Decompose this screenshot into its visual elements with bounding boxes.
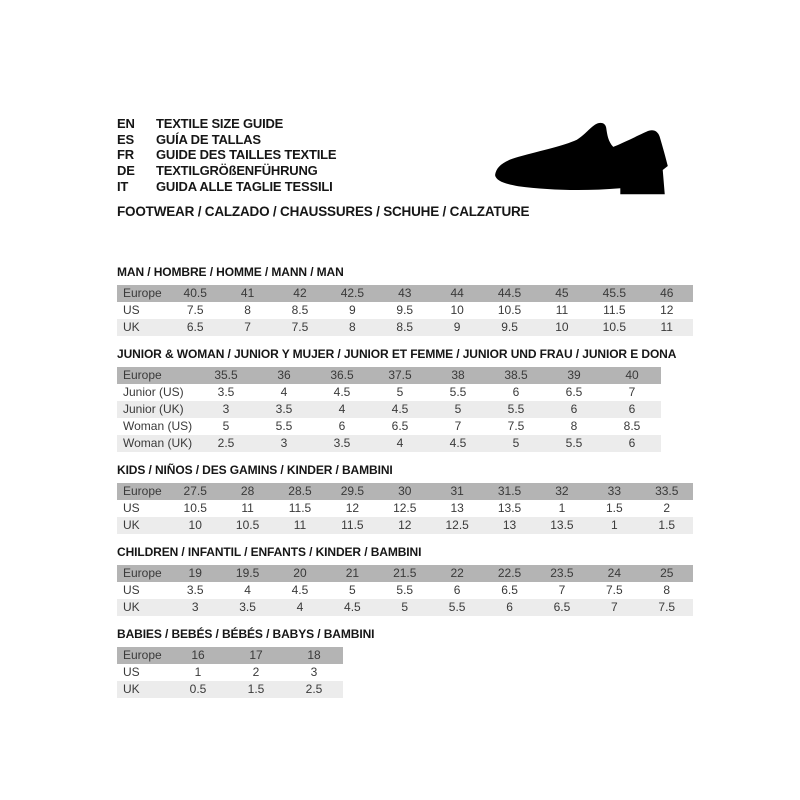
size-value: 8.5 xyxy=(396,320,414,335)
size-table xyxy=(117,565,693,616)
size-value: 5 xyxy=(222,419,230,434)
row-label: UK xyxy=(123,682,140,697)
table-row xyxy=(117,302,693,319)
size-value: 0.5 xyxy=(189,682,207,697)
language-label: TEXTILGRÖßENFÜHRUNG xyxy=(156,163,318,179)
size-value: 19.5 xyxy=(235,566,260,581)
header xyxy=(117,116,690,194)
size-value: 29.5 xyxy=(340,484,365,499)
size-value: 4 xyxy=(296,600,304,615)
row-label: Europe xyxy=(123,368,162,383)
size-value: 3 xyxy=(222,402,230,417)
row-label: US xyxy=(123,583,140,598)
section-title: MAN / HOMBRE / HOMME / MANN / MAN xyxy=(117,264,344,279)
size-value: 8 xyxy=(663,583,671,598)
size-table xyxy=(117,285,693,336)
size-section xyxy=(117,463,690,534)
size-value: 45 xyxy=(555,286,569,301)
section-title: CHILDREN / INFANTIL / ENFANTS / KINDER / BAMBINI xyxy=(117,544,422,559)
size-value: 11.5 xyxy=(341,518,364,533)
size-value: 5.5 xyxy=(396,583,414,598)
row-label: UK xyxy=(123,320,140,335)
size-value: 20 xyxy=(293,566,307,581)
row-label: US xyxy=(123,303,140,318)
size-value: 5 xyxy=(512,436,520,451)
size-value: 6.5 xyxy=(186,320,204,335)
row-label: Junior (US) xyxy=(123,385,184,400)
size-value: 9 xyxy=(349,303,356,318)
size-value: 2 xyxy=(252,665,260,680)
size-value: 22 xyxy=(450,566,464,581)
section-title: JUNIOR & WOMAN / JUNIOR Y MUJER / JUNIOR ET FEMME / JUNIOR UND FRAU / JUNIOR E DONA xyxy=(117,346,677,361)
size-value: 24 xyxy=(607,566,621,581)
size-value: 7 xyxy=(558,583,566,598)
language-label: TEXTILE SIZE GUIDE xyxy=(156,116,284,132)
size-value: 10 xyxy=(555,320,569,335)
table-row xyxy=(117,483,693,500)
size-value: 9 xyxy=(453,320,461,335)
size-value: 40 xyxy=(625,368,639,383)
size-value: 36 xyxy=(277,368,291,383)
size-table xyxy=(117,483,693,534)
size-value: 33 xyxy=(607,484,621,499)
size-value: 10 xyxy=(450,303,464,318)
size-value: 12 xyxy=(398,518,412,533)
size-value: 38.5 xyxy=(504,368,528,383)
row-label: UK xyxy=(123,518,140,533)
size-value: 31 xyxy=(450,484,464,499)
size-value: 16 xyxy=(191,648,205,663)
table-row xyxy=(117,435,661,452)
table-row xyxy=(117,401,661,418)
size-value: 6.5 xyxy=(565,385,583,400)
size-value: 2.5 xyxy=(217,436,235,451)
size-value: 6.5 xyxy=(553,600,571,615)
size-value: 3.5 xyxy=(239,600,256,615)
table-row xyxy=(117,367,661,384)
size-value: 25 xyxy=(660,566,674,581)
row-label: Junior (UK) xyxy=(123,402,184,417)
table-row xyxy=(117,285,693,302)
table-row xyxy=(117,582,693,599)
size-value: 7 xyxy=(628,385,636,400)
size-value: 1 xyxy=(610,518,618,533)
row-label: Europe xyxy=(123,566,162,581)
size-value: 42 xyxy=(293,286,307,301)
size-value: 6.5 xyxy=(501,583,518,598)
size-value: 21.5 xyxy=(393,566,417,581)
size-value: 44 xyxy=(450,286,464,301)
size-value: 36.5 xyxy=(330,368,354,383)
size-value: 7.5 xyxy=(291,320,309,335)
size-value: 4 xyxy=(244,583,251,598)
size-value: 5.5 xyxy=(507,402,525,417)
row-label: Europe xyxy=(123,286,162,301)
size-value: 9.5 xyxy=(501,320,518,335)
size-value: 45.5 xyxy=(602,286,626,301)
size-value: 17 xyxy=(249,648,263,663)
size-value: 10 xyxy=(188,518,202,533)
size-value: 12.5 xyxy=(445,518,469,533)
section-title: BABIES / BEBÉS / BÉBÉS / BABYS / BAMBINI xyxy=(117,626,375,641)
size-value: 2.5 xyxy=(305,682,323,697)
size-value: 4 xyxy=(396,436,404,451)
section-title: KIDS / NIÑOS / DES GAMINS / KINDER / BAMBINI xyxy=(117,462,393,477)
size-value: 6 xyxy=(453,583,461,598)
row-label: UK xyxy=(123,600,140,615)
size-value: 43 xyxy=(398,286,412,301)
language-label: GUIDA ALLE TAGLIE TESSILI xyxy=(156,178,333,194)
size-value: 11 xyxy=(555,303,569,318)
table-row xyxy=(117,565,693,582)
size-value: 35.5 xyxy=(214,368,238,383)
size-value: 42.5 xyxy=(340,286,365,301)
category-line: FOOTWEAR / CALZADO / CHAUSSURES / SCHUHE / CALZATURE xyxy=(117,203,530,219)
size-value: 1 xyxy=(558,501,566,516)
language-code: ES xyxy=(117,131,134,147)
size-value: 4 xyxy=(280,385,288,400)
size-value: 19 xyxy=(188,566,202,581)
size-value: 23.5 xyxy=(550,566,574,581)
size-value: 6 xyxy=(628,436,636,451)
size-value: 8 xyxy=(349,320,356,335)
size-value: 37.5 xyxy=(388,368,412,383)
size-value: 7 xyxy=(610,600,618,615)
size-value: 33.5 xyxy=(655,484,679,499)
size-value: 5 xyxy=(401,600,409,615)
size-value: 32 xyxy=(555,484,569,499)
size-value: 46 xyxy=(660,286,674,301)
size-section xyxy=(117,347,690,452)
size-value: 6 xyxy=(506,600,513,615)
size-value: 4.5 xyxy=(391,402,409,417)
size-value: 13.5 xyxy=(550,518,574,533)
size-value: 12 xyxy=(660,303,674,318)
language-code: FR xyxy=(117,147,134,163)
size-value: 6 xyxy=(512,385,520,400)
size-value: 12 xyxy=(345,501,360,516)
size-value: 3 xyxy=(191,600,199,615)
size-value: 3 xyxy=(280,436,288,451)
size-value: 3.5 xyxy=(217,385,235,400)
size-value: 10.5 xyxy=(235,518,260,533)
size-value: 1.5 xyxy=(247,682,265,697)
size-value: 7.5 xyxy=(186,303,204,318)
table-row xyxy=(117,647,343,664)
size-value: 10.5 xyxy=(602,320,626,335)
size-value: 4 xyxy=(338,402,346,417)
size-value: 38 xyxy=(451,368,465,383)
size-value: 6 xyxy=(570,402,578,417)
size-value: 44.5 xyxy=(497,286,522,301)
size-value: 28.5 xyxy=(288,484,312,499)
size-value: 9.5 xyxy=(396,303,414,318)
table-row xyxy=(117,319,693,336)
size-section xyxy=(117,265,690,336)
size-value: 11 xyxy=(660,320,673,335)
size-table xyxy=(117,367,661,452)
size-value: 4.5 xyxy=(344,600,361,615)
size-section xyxy=(117,545,690,616)
size-value: 6 xyxy=(628,402,636,417)
language-code: IT xyxy=(117,178,129,194)
size-value: 13 xyxy=(502,518,517,533)
size-value: 3.5 xyxy=(186,583,204,598)
table-row xyxy=(117,500,693,517)
size-value: 3.5 xyxy=(333,436,351,451)
size-value: 1.5 xyxy=(658,518,676,533)
language-code: DE xyxy=(117,163,135,179)
size-value: 8 xyxy=(244,303,251,318)
row-label: Woman (US) xyxy=(123,419,193,434)
size-value: 7.5 xyxy=(605,583,623,598)
language-label: GUÍA DE TALLAS xyxy=(156,131,261,147)
language-code: EN xyxy=(117,116,135,132)
table-row xyxy=(117,681,343,698)
size-value: 4.5 xyxy=(333,385,351,400)
size-value: 5.5 xyxy=(565,436,583,451)
table-row xyxy=(117,664,343,681)
row-label: US xyxy=(123,501,140,516)
row-label: Europe xyxy=(123,648,162,663)
size-value: 39 xyxy=(567,368,581,383)
size-value: 30 xyxy=(398,484,412,499)
size-value: 10.5 xyxy=(183,501,207,516)
size-value: 12.5 xyxy=(393,501,417,516)
size-value: 4.5 xyxy=(291,583,309,598)
size-value: 1.5 xyxy=(605,501,623,516)
size-value: 8 xyxy=(570,419,578,434)
size-value: 5.5 xyxy=(449,385,467,400)
size-value: 5.5 xyxy=(448,600,466,615)
size-table xyxy=(117,647,343,698)
size-value: 2 xyxy=(663,501,671,516)
size-value: 31.5 xyxy=(497,484,522,499)
size-value: 13 xyxy=(450,501,464,516)
size-value: 7 xyxy=(454,419,462,434)
size-value: 7.5 xyxy=(658,600,676,615)
size-value: 11.5 xyxy=(603,303,626,318)
size-value: 6.5 xyxy=(391,419,409,434)
size-value: 6 xyxy=(338,419,346,434)
size-value: 18 xyxy=(307,648,321,663)
size-value: 41 xyxy=(240,286,255,301)
size-value: 7 xyxy=(244,320,251,335)
size-value: 27.5 xyxy=(183,484,207,499)
size-value: 7.5 xyxy=(507,419,525,434)
size-value: 3 xyxy=(310,665,318,680)
size-value: 11.5 xyxy=(288,501,312,516)
size-section xyxy=(117,627,690,698)
size-value: 8.5 xyxy=(623,419,641,434)
size-value: 5 xyxy=(454,402,462,417)
table-row xyxy=(117,599,693,616)
size-tables xyxy=(117,265,690,698)
table-row xyxy=(117,384,661,401)
row-label: Woman (UK) xyxy=(123,436,193,451)
language-label: GUIDE DES TAILLES TEXTILE xyxy=(156,147,337,163)
size-value: 21 xyxy=(345,566,360,581)
size-value: 40.5 xyxy=(183,286,207,301)
table-row xyxy=(117,517,693,534)
size-value: 1 xyxy=(194,665,202,680)
table-row xyxy=(117,418,661,435)
size-value: 4.5 xyxy=(449,436,467,451)
size-value: 5.5 xyxy=(275,419,293,434)
size-value: 3.5 xyxy=(275,402,293,417)
size-value: 8.5 xyxy=(291,303,309,318)
size-value: 5 xyxy=(396,385,404,400)
size-value: 28 xyxy=(240,484,255,499)
row-label: US xyxy=(123,665,140,680)
size-value: 11 xyxy=(241,501,254,516)
size-value: 5 xyxy=(349,583,356,598)
size-value: 22.5 xyxy=(497,566,522,581)
size-value: 11 xyxy=(293,518,307,533)
shoe-icon xyxy=(488,112,690,216)
size-value: 10.5 xyxy=(497,303,522,318)
size-value: 13.5 xyxy=(497,501,522,516)
row-label: Europe xyxy=(123,484,162,499)
